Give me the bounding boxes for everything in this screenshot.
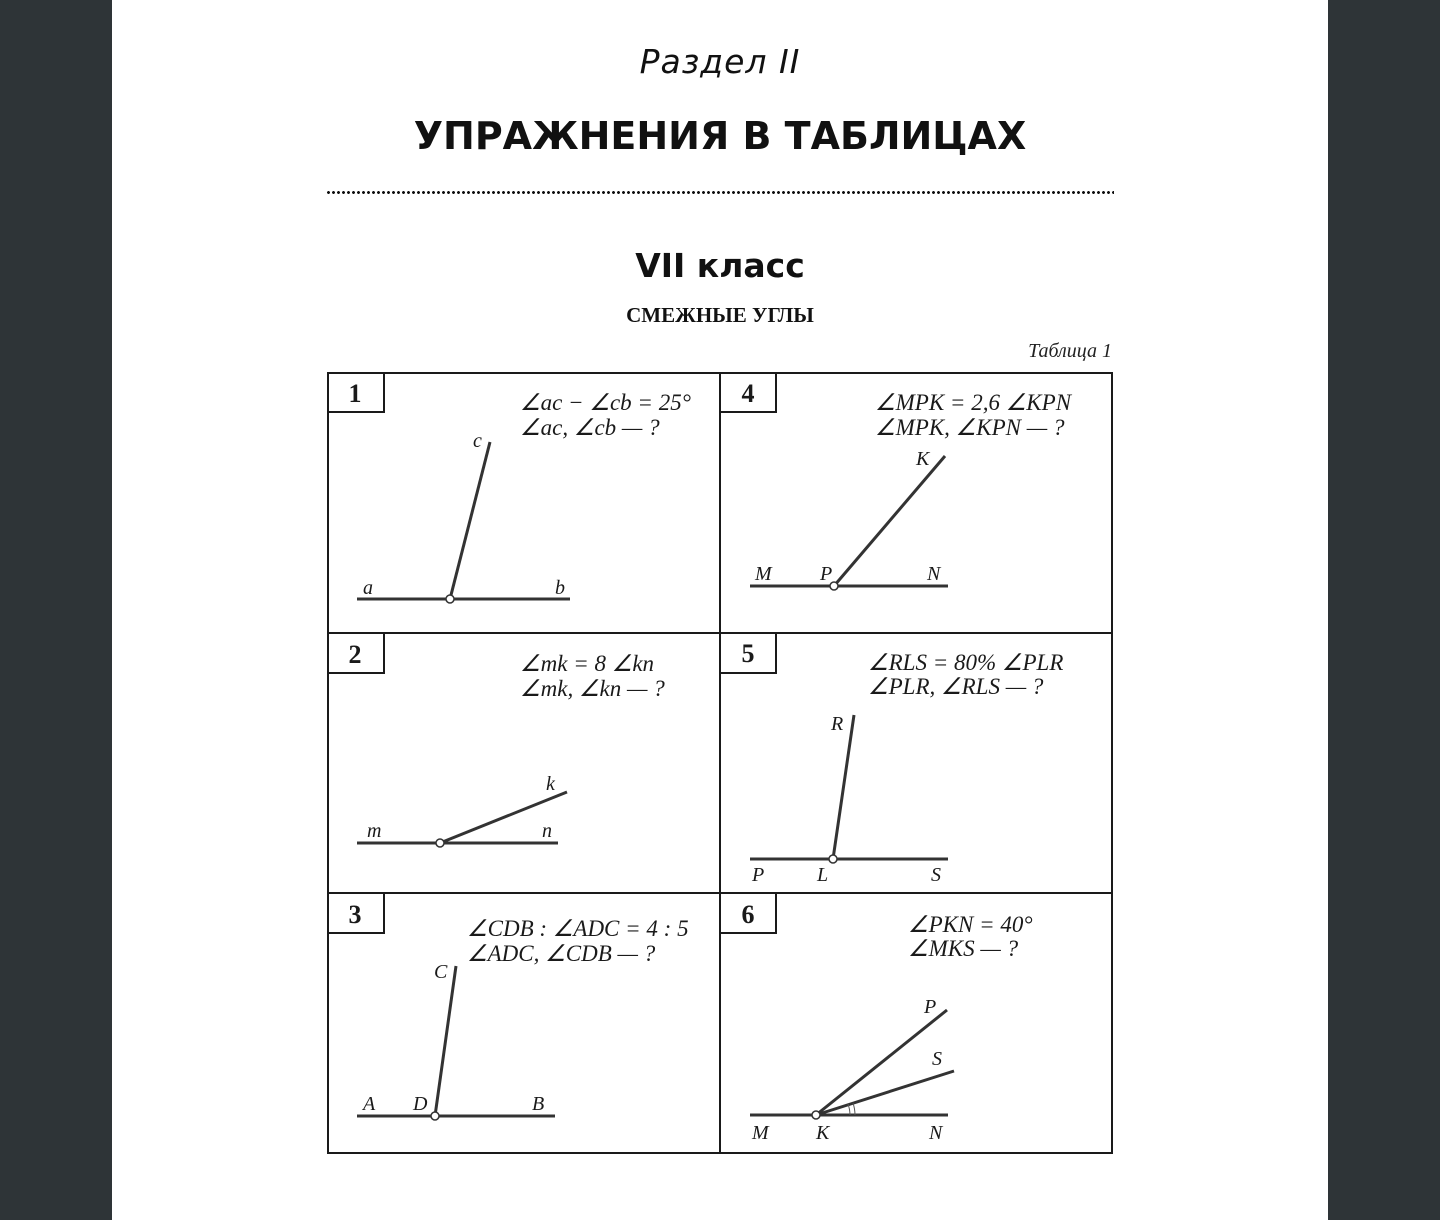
problem-5-question: ∠PLR, ∠RLS — ? — [868, 674, 1044, 699]
problem-1-label-c: c — [473, 430, 482, 452]
problem-3-label-C: C — [434, 961, 448, 983]
problem-5-number: 5 — [741, 639, 755, 668]
topic-heading: СМЕЖНЫЕ УГЛЫ — [626, 303, 814, 327]
problem-3-cell — [328, 893, 689, 1120]
problem-3-question: ∠ADC, ∠CDB — ? — [467, 941, 656, 966]
problem-4-label-N: N — [927, 563, 941, 585]
problem-4-figure — [750, 448, 948, 590]
dotted-divider — [326, 190, 1114, 195]
problem-3-condition: ∠CDB : ∠ADC = 4 : 5 — [467, 916, 689, 941]
problem-2-label-m: m — [367, 820, 382, 842]
problem-1-figure — [357, 430, 570, 603]
problem-3-label-A: A — [363, 1093, 376, 1115]
problem-3-number: 3 — [348, 900, 362, 929]
problem-6-label-K: K — [816, 1122, 830, 1144]
problem-2-label-n: n — [542, 820, 552, 842]
problem-1-number: 1 — [348, 379, 362, 408]
exercise-table — [327, 372, 1113, 1154]
problem-3-figure — [357, 961, 555, 1120]
problem-4-cell — [720, 373, 1073, 590]
problem-5-label-S: S — [931, 864, 941, 886]
problem-2-condition: ∠mk = 8 ∠kn — [520, 651, 655, 676]
problem-4-number: 4 — [741, 379, 755, 408]
problem-1-question: ∠ac, ∠cb — ? — [520, 415, 660, 440]
problem-4-condition: ∠MPK = 2,6 ∠KPN — [875, 390, 1072, 415]
problem-1-label-b: b — [555, 577, 565, 599]
table-label: Таблица 1 — [1028, 340, 1112, 362]
problem-6-label-P: P — [924, 996, 937, 1018]
problem-6-question: ∠MKS — ? — [908, 936, 1019, 961]
problem-5-condition: ∠RLS = 80% ∠PLR — [868, 650, 1064, 675]
problem-6-number: 6 — [741, 900, 755, 929]
problem-2-label-k: k — [546, 773, 555, 795]
problem-4-label-M: M — [755, 563, 772, 585]
problem-6-figure — [750, 996, 954, 1144]
problem-4-label-K: K — [916, 448, 930, 470]
problem-2-figure — [357, 773, 567, 847]
problem-6-condition: ∠PKN = 40° — [908, 912, 1033, 937]
problem-5-label-L: L — [817, 864, 829, 886]
section-heading: Раздел II — [639, 42, 801, 81]
problem-2-number: 2 — [348, 640, 362, 669]
problem-6-label-S: S — [932, 1048, 942, 1070]
problem-3-label-D: D — [413, 1093, 428, 1115]
problem-5-cell — [720, 633, 1063, 886]
problem-1-cell — [328, 373, 691, 603]
problem-1-condition: ∠ac − ∠cb = 25° — [520, 390, 691, 415]
problem-4-question: ∠MPK, ∠KPN — ? — [875, 415, 1065, 440]
problem-2-question: ∠mk, ∠kn — ? — [520, 676, 665, 701]
problem-5-label-P: P — [752, 864, 765, 886]
problem-5-label-R: R — [831, 713, 844, 735]
problem-4-label-P: P — [820, 563, 833, 585]
problem-5-figure — [750, 713, 948, 886]
grade-heading: VII класс — [635, 246, 805, 285]
problem-2-cell — [328, 633, 665, 847]
problem-3-label-B: B — [532, 1093, 545, 1115]
problem-6-label-N: N — [929, 1122, 943, 1144]
page-title: УПРАЖНЕНИЯ В ТАБЛИЦАХ — [413, 114, 1027, 158]
problem-6-cell — [720, 893, 1033, 1144]
problem-6-label-M: M — [752, 1122, 769, 1144]
problem-1-label-a: a — [363, 577, 373, 599]
